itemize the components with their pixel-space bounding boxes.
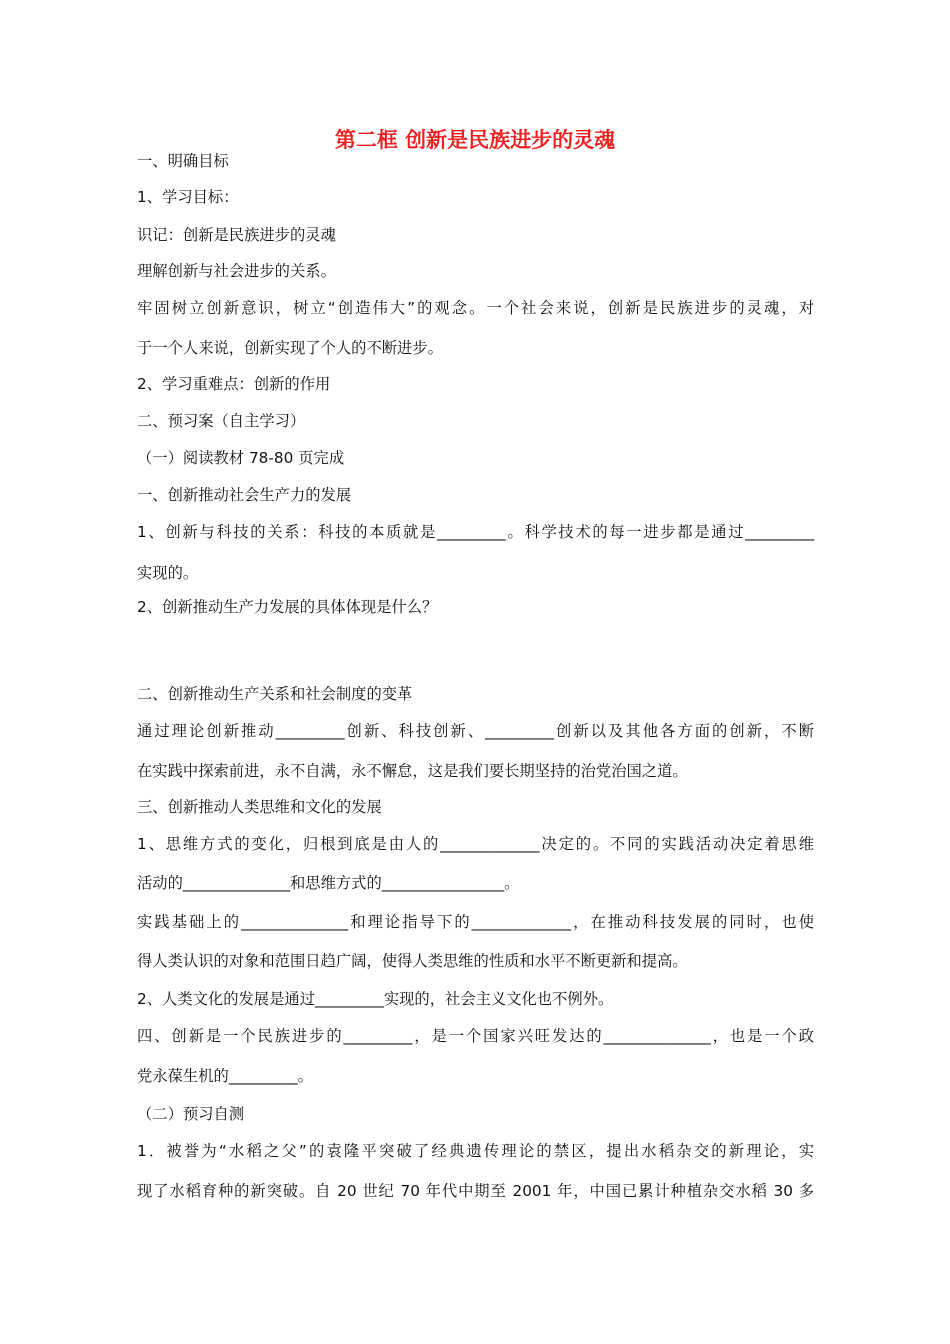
text-line: 于一个人来说，创新实现了个人的不断进步。 — [137, 339, 443, 357]
text-line: 识记：创新是民族进步的灵魂 — [137, 226, 336, 244]
fill-in-question: 党永葆生机的_________。 — [137, 1067, 313, 1085]
fill-in-question: 1、思维方式的变化，归根到底是由人的_____________决定的。不同的实践活动决定着思维 — [137, 835, 814, 853]
fill-in-question: 2、人类文化的发展是通过_________实现的，社会主义文化也不例外。 — [137, 990, 614, 1008]
subheading-self-test: （二）预习自测 — [137, 1105, 245, 1123]
section-heading-preview: 二、预习案（自主学习） — [137, 412, 306, 430]
text-line: 理解创新与社会进步的关系。 — [137, 262, 336, 280]
text-line: 得人类认识的对象和范围日趋广阔，使得人类思维的性质和水平不断更新和提高。 — [137, 952, 688, 970]
section-heading-goals: 一、明确目标 — [137, 152, 229, 170]
subheading-reading: （一）阅读教材 78-80 页完成 — [137, 449, 345, 467]
text-line: 在实践中探索前进，永不自满，永不懈怠，这是我们要长期坚持的治党治国之道。 — [137, 762, 688, 780]
fill-in-question: 实践基础上的______________和理论指导下的_____________，在推动科技发展的同时，也使 — [137, 913, 814, 931]
subheading-learning-goals: 1、学习目标： — [137, 188, 239, 206]
subheading-key-points: 2、学习重难点：创新的作用 — [137, 375, 331, 393]
text-line: 1．被誉为“水稻之父”的袁隆平突破了经典遗传理论的禁区，提出水稻杂交的新理论，实 — [137, 1142, 814, 1160]
subheading-relations: 二、创新推动生产关系和社会制度的变革 — [137, 685, 413, 703]
fill-in-question: 通过理论创新推动_________创新、科技创新、_________创新以及其他各方面的创新，不断 — [137, 722, 814, 740]
subheading-productivity: 一、创新推动社会生产力的发展 — [137, 486, 352, 504]
text-line: 牢固树立创新意识，树立“创造伟大”的观念。一个社会来说，创新是民族进步的灵魂，对 — [137, 299, 814, 317]
subheading-thinking-culture: 三、创新推动人类思维和文化的发展 — [137, 798, 382, 816]
text-line: 实现的。 — [137, 564, 199, 582]
fill-in-question: 四、创新是一个民族进步的_________，是一个国家兴旺发达的______________，也是一个政 — [137, 1027, 814, 1045]
text-line: 现了水稻育种的新突破。自 20 世纪 70 年代中期至 2001 年，中国已累计种植杂交水稻 30 多 — [137, 1182, 814, 1200]
fill-in-question: 活动的______________和思维方式的________________。 — [137, 874, 520, 892]
fill-in-question: 1、创新与科技的关系：科技的本质就是_________。科学技术的每一进步都是通过_________ — [137, 523, 814, 541]
document-title: 第二框 创新是民族进步的灵魂 — [334, 128, 616, 152]
question-line: 2、创新推动生产力发展的具体体现是什么？ — [137, 598, 438, 616]
